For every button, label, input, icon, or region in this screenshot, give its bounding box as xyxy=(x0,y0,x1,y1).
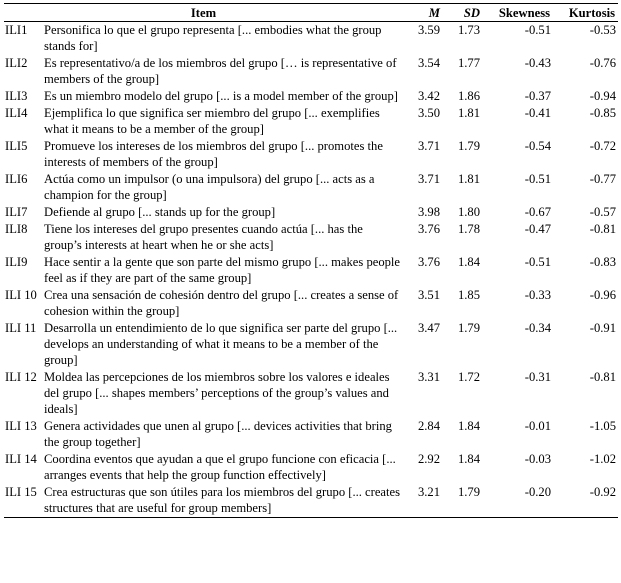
mean-value: 3.71 xyxy=(417,139,440,153)
sd-value: 1.80 xyxy=(457,205,480,219)
mean-value: 3.76 xyxy=(417,222,440,236)
sd-value: 1.78 xyxy=(457,222,480,236)
table-row xyxy=(4,88,618,105)
header-mean: M xyxy=(403,4,443,22)
kurtosis-value: -0.94 xyxy=(589,89,616,103)
table-body xyxy=(4,22,618,518)
table-row xyxy=(4,484,618,518)
table-row xyxy=(4,451,618,484)
table-row xyxy=(4,204,618,221)
sd-value: 1.86 xyxy=(457,89,480,103)
table-row xyxy=(4,171,618,204)
mean-value: 3.54 xyxy=(417,56,440,70)
mean-value: 3.71 xyxy=(417,172,440,186)
header-sd: SD xyxy=(443,4,483,22)
skewness-value: -0.33 xyxy=(524,288,551,302)
kurtosis-value: -0.83 xyxy=(589,255,616,269)
header-item: Item xyxy=(4,4,403,22)
mean-value: 3.59 xyxy=(417,23,440,37)
sd-value: 1.84 xyxy=(457,255,480,269)
kurtosis-value: -1.02 xyxy=(589,452,616,466)
skewness-value: -0.37 xyxy=(524,89,551,103)
item-id: ILI8 xyxy=(5,222,28,236)
item-id: ILI6 xyxy=(5,172,28,186)
item-id: ILI 10 xyxy=(5,288,37,302)
table-row xyxy=(4,254,618,287)
kurtosis-value: -0.81 xyxy=(589,370,616,384)
sd-value: 1.77 xyxy=(457,56,480,70)
mean-value: 3.42 xyxy=(417,89,440,103)
mean-value: 3.50 xyxy=(417,106,440,120)
skewness-value: -0.41 xyxy=(524,106,551,120)
skewness-value: -0.51 xyxy=(524,23,551,37)
item-text: Crea estructuras que son útiles para los miembros del grupo [... creates structures that are useful for group members] xyxy=(37,484,403,518)
kurtosis-value: -0.72 xyxy=(589,139,616,153)
skewness-value: -0.51 xyxy=(524,172,551,186)
item-text: Actúa como un impulsor (o una impulsora) del grupo [... acts as a champion for the group] xyxy=(44,172,375,202)
table-header xyxy=(4,4,618,22)
skewness-value: -0.03 xyxy=(524,452,551,466)
item-id: ILI 12 xyxy=(5,370,37,384)
item-text: Hace sentir a la gente que son parte del mismo grupo [... makes people feel as if they are part of the same group] xyxy=(44,255,401,285)
mean-value: 3.51 xyxy=(417,288,440,302)
header-row xyxy=(4,4,618,22)
item-id: ILI9 xyxy=(5,255,28,269)
sd-value: 1.81 xyxy=(457,106,480,120)
skewness-value: -0.51 xyxy=(524,255,551,269)
sd-value: 1.79 xyxy=(457,321,480,335)
kurtosis-value: -0.81 xyxy=(589,222,616,236)
mean-value: 2.92 xyxy=(417,452,440,466)
kurtosis-value: -0.53 xyxy=(589,23,616,37)
sd-value: 1.73 xyxy=(457,23,480,37)
header-skewness: Skewness xyxy=(483,4,553,22)
item-text: Defiende al grupo [... stands up for the group] xyxy=(44,205,276,219)
item-id: ILI5 xyxy=(5,139,28,153)
skewness-value: -0.54 xyxy=(524,139,551,153)
item-text: Personifica lo que el grupo representa [... embodies what the group stands for] xyxy=(44,23,382,53)
skewness-value: -0.67 xyxy=(524,205,551,219)
item-text: Crea una sensación de cohesión dentro del grupo [... creates a sense of cohesion within the group] xyxy=(44,288,399,318)
table-row xyxy=(4,369,618,418)
item-text: Tiene los intereses del grupo presentes cuando actúa [... has the group’s interests at heart when he or she acts] xyxy=(44,222,363,252)
mean-value: 3.31 xyxy=(417,370,440,384)
item-text: Es representativo/a de los miembros del grupo [… is representative of members of the group] xyxy=(44,56,397,86)
sd-value: 1.79 xyxy=(457,139,480,153)
table-row xyxy=(4,221,618,254)
table-row xyxy=(4,138,618,171)
table-row xyxy=(4,287,618,320)
table-row xyxy=(4,105,618,138)
item-id: ILI4 xyxy=(5,106,28,120)
sd-value: 1.84 xyxy=(457,419,480,433)
item-id: ILI1 xyxy=(5,23,28,37)
item-id: ILI 14 xyxy=(5,452,37,466)
kurtosis-value: -0.85 xyxy=(589,106,616,120)
table-row xyxy=(4,55,618,88)
table-row xyxy=(4,418,618,451)
sd-value: 1.72 xyxy=(457,370,480,384)
table-row xyxy=(4,320,618,369)
table-row xyxy=(4,22,618,56)
kurtosis-value: -0.92 xyxy=(553,484,618,518)
item-text: Genera actividades que unen al grupo [... devices activities that bring the group together] xyxy=(44,419,392,449)
sd-value: 1.85 xyxy=(457,288,480,302)
mean-value: 3.21 xyxy=(403,484,443,518)
sd-value: 1.79 xyxy=(443,484,483,518)
kurtosis-value: -0.91 xyxy=(589,321,616,335)
mean-value: 2.84 xyxy=(417,419,440,433)
kurtosis-value: -0.76 xyxy=(589,56,616,70)
skewness-value: -0.20 xyxy=(483,484,553,518)
item-id: ILI 13 xyxy=(5,419,37,433)
sd-value: 1.84 xyxy=(457,452,480,466)
mean-value: 3.76 xyxy=(417,255,440,269)
kurtosis-value: -0.57 xyxy=(589,205,616,219)
mean-value: 3.98 xyxy=(417,205,440,219)
item-id: ILI 15 xyxy=(4,484,37,518)
skewness-value: -0.34 xyxy=(524,321,551,335)
item-text: Coordina eventos que ayudan a que el grupo funcione con eficacia [... arranges events that help the group function effectively] xyxy=(44,452,396,482)
kurtosis-value: -0.96 xyxy=(589,288,616,302)
item-id: ILI2 xyxy=(5,56,28,70)
item-statistics-table xyxy=(4,3,618,518)
skewness-value: -0.31 xyxy=(524,370,551,384)
item-text: Es un miembro modelo del grupo [... is a model member of the group] xyxy=(44,89,398,103)
skewness-value: -0.01 xyxy=(524,419,551,433)
item-text: Desarrolla un entendimiento de lo que significa ser parte del grupo [... develops an understanding of what it means to be a member of the group] xyxy=(44,321,398,367)
item-text: Ejemplifica lo que significa ser miembro del grupo [... exemplifies what it means to be a member of the group] xyxy=(44,106,380,136)
skewness-value: -0.43 xyxy=(524,56,551,70)
item-text: Moldea las percepciones de los miembros sobre los valores e ideales del grupo [... shapes members’ perceptions of the group’s values and ideals] xyxy=(44,370,390,416)
item-id: ILI3 xyxy=(5,89,28,103)
skewness-value: -0.47 xyxy=(524,222,551,236)
mean-value: 3.47 xyxy=(417,321,440,335)
kurtosis-value: -1.05 xyxy=(589,419,616,433)
sd-value: 1.81 xyxy=(457,172,480,186)
item-id: ILI7 xyxy=(5,205,28,219)
kurtosis-value: -0.77 xyxy=(589,172,616,186)
header-kurtosis: Kurtosis xyxy=(553,4,618,22)
item-id: ILI 11 xyxy=(5,321,37,335)
item-text: Promueve los intereses de los miembros del grupo [... promotes the interests of members of the group] xyxy=(44,139,383,169)
